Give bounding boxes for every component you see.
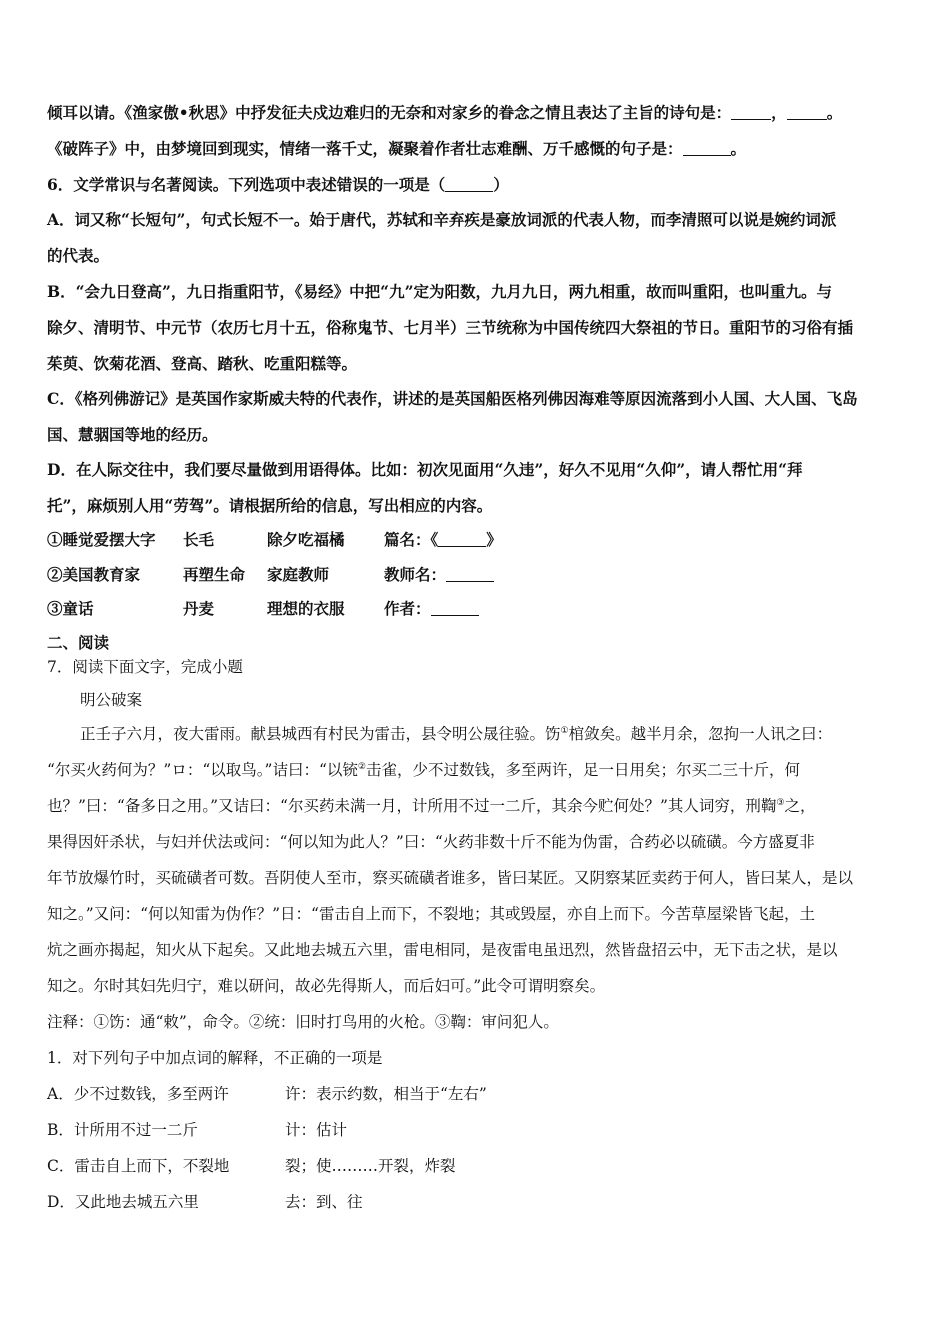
row-clue-3: 除夕吃福橘 (267, 530, 345, 549)
passage-line-6: 知之。”又问：“何以知雷为伪作？”日：“雷击自上而下，不裂地；其或毁屋，亦自上而下。今苦草屋梁皆飞起，土 (47, 905, 815, 923)
passage-text: “尔买火药何为？”ロ：“以取鸟。”诘曰：“以铳 (47, 761, 358, 779)
passage-text: 击雀，少不过数钱，多至两许，足一日用矣；尔买二三十斤，何 (365, 761, 800, 779)
q5-line-2-text: 《破阵子》中，由梦境回到现实，情绪一落千丈，凝聚着作者壮志难酬、万千感慨的句子是： (47, 139, 683, 158)
option-definition: 裂；使………开裂，炸裂 (285, 1157, 456, 1175)
q6-option-c-line-1: C．《格列佛游记》是英国作家斯威夫特的代表作，讲述的是英国船医格列佛因海难等原因流落到小人国、大人国、飞岛 (47, 389, 858, 408)
q6-table-row-1 (47, 530, 907, 550)
answer-blank[interactable] (683, 141, 731, 156)
passage-line-7: 炕之画亦揭起，知火从下起矣。又此地去城五六里，雷电相同，是夜雷电虽迅烈，然皆盘招云中，无下击之状，是以 (47, 941, 838, 959)
q5-line-1 (47, 103, 907, 123)
row-clue-1: ③童话 (47, 599, 94, 618)
passage-text: 棺敛矣。越半月余，忽拘一人讯之曰： (568, 725, 833, 743)
option-text: D．又此地去城五六里 (47, 1193, 199, 1211)
q6-option-d-line-1: D．在人际交往中，我们要尽量做到用语得体。比如：初次见面用“久违”，好久不见用“久仰”，请人帮忙用“拜 (47, 460, 803, 479)
row-clue-2: 再塑生命 (183, 565, 246, 584)
sub-question-1: 1．对下列句子中加点词的解释，不正确的一项是 (47, 1049, 383, 1067)
option-definition: 计：估计 (285, 1121, 348, 1139)
row-clue-1: ②美国教育家 (47, 565, 141, 584)
row-answer-label: 教师名： (384, 565, 447, 584)
row-clue-2: 长毛 (183, 530, 215, 549)
answer-blank[interactable] (431, 601, 479, 616)
answer-blank[interactable] (446, 567, 494, 582)
row-answer-label: 作者： (384, 599, 431, 618)
passage-text: 正壬子六月，夜大雷雨。献县城西有村民为雷击，县令明公晟往验。饬 (80, 725, 561, 743)
q7-stem: 7．阅读下面文字，完成小题 (47, 658, 243, 676)
q6-option-d-line-2: 托”，麻烦别人用“劳驾”。请根据所给的信息，写出相应的内容。 (47, 496, 493, 515)
answer-blank[interactable] (445, 177, 493, 192)
q5-separator: ， (771, 103, 787, 122)
footnote-marker: ③ (776, 797, 785, 808)
passage-line-8: 知之。尔时其妇先归宁，难以研问，故必先得斯人，而后妇可。”此令可谓明察矣。 (47, 977, 606, 995)
option-definition: 去：到、往 (285, 1193, 363, 1211)
q6-stem-end: ） (493, 175, 509, 194)
footnote-marker: ② (357, 761, 366, 772)
option-c[interactable] (47, 1156, 907, 1176)
q6-table-row-2 (47, 565, 907, 585)
q6-option-b-line-1: B．“会九日登高”，九日指重阳节，《易经》中把“九”定为阳数，九月九日，两九相重，故而叫重阳，也叫重九。与 (47, 282, 833, 301)
q5-end-mark: 。 (826, 103, 843, 122)
q5-line-1-text: 倾耳以请。《渔家傲•秋思》中抒发征夫戍边难归的无奈和对家乡的眷念之情且表达了主旨的诗句是： (47, 103, 732, 122)
row-clue-3: 家庭教师 (267, 565, 330, 584)
answer-blank[interactable] (438, 532, 486, 547)
row-clue-2: 丹麦 (183, 599, 215, 618)
option-b[interactable] (47, 1120, 907, 1140)
q6-option-c-line-2: 国、慧骃国等地的经历。 (47, 425, 218, 444)
passage-title: 明公破案 (80, 691, 143, 709)
q5-line-2 (47, 139, 907, 159)
q6-option-b-line-2: 除夕、清明节、中元节（农历七月十五，俗称鬼节、七月半）三节统称为中国传统四大祭祖的节日。重阳节的习俗有插 (47, 318, 854, 337)
answer-blank[interactable] (731, 105, 771, 120)
row-clue-1: ①睡觉爱摆大字 (47, 530, 156, 549)
passage-line-5: 年节放爆竹时，买硫磺者可数。吾阴使人至市，察买硫磺者谁多，皆曰某匠。又阴察某匠卖药于何人，皆曰某人，是以 (47, 869, 854, 887)
passage-line-3 (47, 796, 907, 816)
footnote-marker: ① (560, 725, 569, 736)
q6-option-a-line-1: A．词又称“长短句”，句式长短不一。始于唐代，苏轼和辛弃疾是豪放词派的代表人物，而李清照可以说是婉约词派 (47, 210, 837, 229)
q6-table-row-3 (47, 599, 907, 619)
passage-line-1 (80, 724, 940, 744)
q5-end-mark: 。 (730, 139, 747, 158)
passage-text: 也？”曰：“备多日之用。”又诘曰：“尔买药未满一月，计所用不过一二斤，其余今贮何处？”其人词穷，刑鞫 (47, 797, 777, 815)
option-text: C．雷击自上而下，不裂地 (47, 1157, 230, 1175)
passage-notes: 注释：①饬：通“敕”，命令。②统：旧时打鸟用的火枪。③鞫：审问犯人。 (47, 1013, 559, 1031)
q6-stem (47, 175, 907, 195)
option-text: B．计所用不过一二斤 (47, 1121, 198, 1139)
row-answer-label: 篇名：《 (384, 530, 439, 549)
passage-line-2 (47, 760, 907, 780)
option-d[interactable] (47, 1192, 907, 1212)
passage-line-4: 果得因奸杀状，与妇并伏法或问：“何以知为此人？”曰：“火药非数十斤不能为伪雷，合药必以硫磺。今方盛夏非 (47, 833, 815, 851)
answer-blank[interactable] (787, 105, 827, 120)
q6-option-a-line-2: 的代表。 (47, 246, 110, 265)
row-clue-3: 理想的衣服 (267, 599, 345, 618)
q6-stem-text: 6．文学常识与名著阅读。下列选项中表述错误的一项是（ (47, 175, 446, 194)
row-answer-end: 》 (486, 530, 502, 549)
option-text: A．少不过数钱，多至两许 (47, 1085, 229, 1103)
section-heading: 二、阅读 (47, 633, 110, 652)
q6-option-b-line-3: 茱萸、饮菊花酒、登高、踏秋、吃重阳糕等。 (47, 354, 358, 373)
option-definition: 许：表示约数，相当于“左右” (285, 1085, 487, 1103)
passage-text: 之， (784, 797, 816, 815)
option-a[interactable] (47, 1084, 907, 1104)
